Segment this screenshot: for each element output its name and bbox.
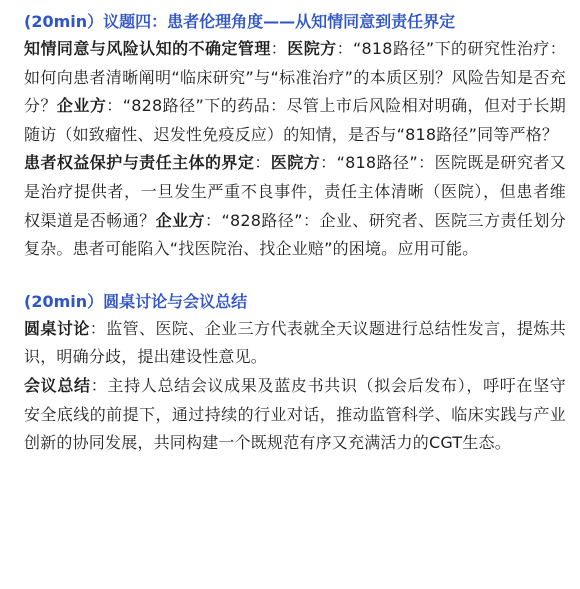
paragraph-heading: 会议总结 bbox=[24, 375, 91, 395]
section-title-roundtable: (20min）圆桌讨论与会议总结 bbox=[24, 291, 248, 311]
enterprise-label: 企业方 bbox=[155, 210, 206, 230]
paragraph-heading: 知情同意与风险认知的不确定管理 bbox=[24, 39, 271, 58]
heading-colon: ： bbox=[254, 153, 271, 173]
paragraph-patient-rights bbox=[24, 149, 566, 263]
hospital-label: 医院方 bbox=[270, 153, 321, 173]
section-title-topic-four: (20min）议题四：患者伦理角度——从知情同意到责任界定 bbox=[24, 12, 456, 31]
hospital-label: 医院方 bbox=[287, 39, 337, 58]
enterprise-text: ：“828路径”：企业、研究者、医院三方责任划分复杂。患者可能陷入“找医院治、找企业赔”的困境。应用可能。 bbox=[24, 210, 567, 259]
heading-colon: ： bbox=[270, 39, 288, 58]
paragraph-text: ：监管、医院、企业三方代表就全天议题进行总结性发言，提炼共识，明确分歧，提出建设性意见。 bbox=[24, 318, 566, 367]
paragraph-roundtable bbox=[24, 315, 566, 372]
section-spacer bbox=[24, 264, 566, 288]
hospital-text: ：“818路径”：医院既是研究者又是治疗提供者，一旦发生严重不良事件，责任主体清晰（医院），但患者维权渠道是否畅通？ bbox=[24, 153, 566, 230]
enterprise-text: ：“828路径”下的药品：尽管上市后风险相对明确，但对于长期随访（如致瘤性、迟发性免疫反应）的知情，是否与“818路径”同等严格？ bbox=[24, 96, 567, 144]
paragraph-heading: 圆桌讨论 bbox=[24, 318, 90, 338]
paragraph-text: ：主持人总结会议成果及蓝皮书共识（拟会后发布），呼吁在坚守安全底线的前提下，通过持续的行业对话，推动监管科学、临床实践与产业创新的协同发展，共同构建一个既规范有序又充满活力的CGT生态。 bbox=[24, 375, 566, 453]
paragraph-summary bbox=[24, 372, 566, 458]
paragraph-informed-consent bbox=[24, 35, 566, 149]
enterprise-label: 企业方 bbox=[56, 96, 107, 116]
hospital-text: ：“818路径”下的研究性治疗：如何向患者清晰阐明“临床研究”与“标准治疗”的本质区别？风险告知是否充分？ bbox=[24, 39, 566, 116]
paragraph-heading: 患者权益保护与责任主体的界定 bbox=[24, 153, 255, 173]
